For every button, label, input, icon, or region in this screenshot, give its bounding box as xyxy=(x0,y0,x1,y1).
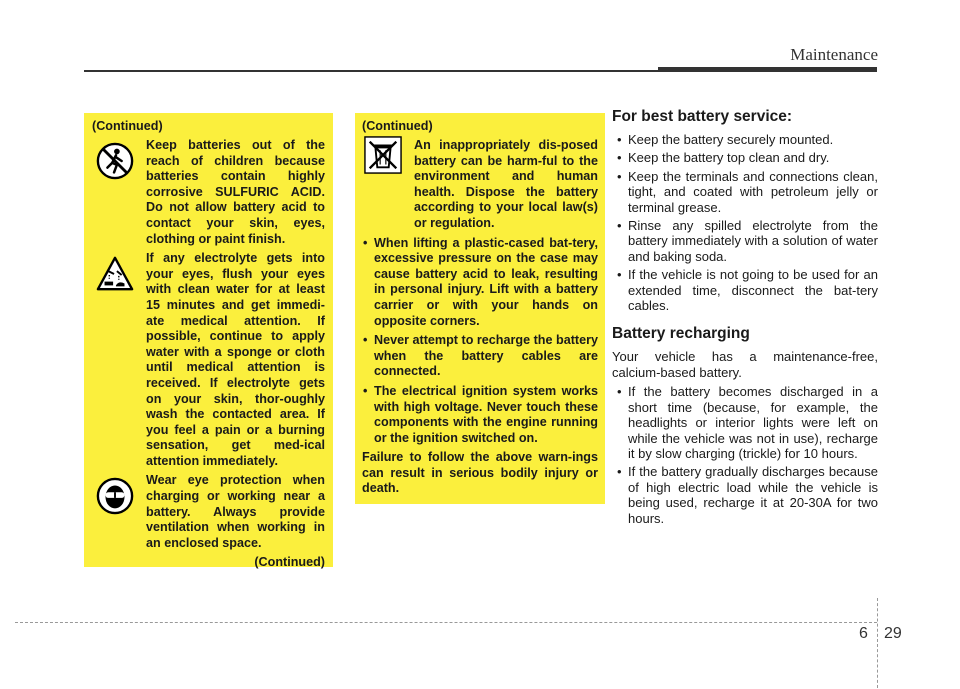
footer-divider xyxy=(877,598,878,688)
warning-text: Wear eye protection when charging or working near a battery. Always provide ventilation when working in an enclosed space. xyxy=(146,473,325,550)
warning-text: If any electrolyte gets into your eyes, flush your eyes with clean water for at least 15 minutes and get immedi-ate medical attention. If possible, continue to apply water with a sponge or cloth until medical attention is received. If electrolyte gets on your skin, thor-oughly wash the contacted area. If you feel a pain or a burning sensation, get med-ical attention immediately. xyxy=(146,251,325,468)
warning-disposal xyxy=(362,138,598,232)
warning-bullet: • When lifting a plastic-cased bat-tery, excessive pressure on the case may cause battery acid to leak, resulting in personal injury. Lift with a battery carrier or with your hands on opposite corners. xyxy=(362,236,598,330)
paragraph: Your vehicle has a maintenance-free, calcium-based battery. xyxy=(612,349,878,380)
no-children-icon xyxy=(96,142,134,180)
section-heading: Battery recharging xyxy=(612,325,750,343)
no-trash-bin-icon xyxy=(364,136,402,174)
continued-label: (Continued) xyxy=(362,119,433,133)
page-number: 29 xyxy=(884,625,902,642)
section-heading: For best battery service: xyxy=(612,108,793,125)
list-item: • Keep the terminals and connections clean, tight, and coated with petroleum jelly or terminal grease. xyxy=(612,169,878,215)
list-item: • If the battery becomes discharged in a short time (because, for example, the headlights or interior lights were left on while the vehicle was not in use), recharge it by slow charging (trickle) for 10 hours. xyxy=(612,384,878,461)
corrosive-acid-icon xyxy=(96,255,134,293)
warning-bullet: • The electrical ignition system works with high voltage. Never touch these components with the engine running or the ignition switched on. xyxy=(362,384,598,446)
header-rule-accent xyxy=(658,67,877,72)
eye-protection-icon xyxy=(96,477,134,515)
chapter-number: 6 xyxy=(859,625,868,642)
warning-box-right xyxy=(355,113,605,504)
list-item: • If the vehicle is not going to be used for an extended time, disconnect the bat-tery cables. xyxy=(612,267,878,313)
battery-service-section xyxy=(612,108,878,529)
continued-label: (Continued) xyxy=(254,555,325,570)
list-item: • Keep the battery top clean and dry. xyxy=(612,150,878,165)
list-item: • Keep the battery securely mounted. xyxy=(612,132,878,147)
list-item: • Rinse any spilled electrolyte from the battery immediately with a solution of water and baking soda. xyxy=(612,218,878,264)
warning-closing: Failure to follow the above warn-ings can result in serious bodily injury or death. xyxy=(362,450,598,496)
continued-label: (Continued) xyxy=(92,119,163,133)
warning-electrolyte xyxy=(92,251,325,469)
warning-text: An inappropriately dis-posed battery can be harm-ful to the environment and human health. Dispose the battery according to your local law(s) or regulation. xyxy=(414,138,598,230)
warning-text: Keep batteries out of the reach of children because batteries contain highly corrosive SULFURIC ACID. Do not allow battery acid to contact your skin, eyes, clothing or paint finish. xyxy=(146,138,325,246)
section-title: Maintenance xyxy=(790,45,878,64)
warning-box-left xyxy=(84,113,333,570)
warning-eye-protection xyxy=(92,473,325,551)
warning-bullet: • Never attempt to recharge the battery when the battery cables are connected. xyxy=(362,333,598,380)
footer-rule xyxy=(15,622,877,623)
warning-children xyxy=(92,138,325,247)
list-item: • If the battery gradually discharges because of high electric load while the vehicle is being used, recharge it at 20-30A for two hours. xyxy=(612,464,878,526)
